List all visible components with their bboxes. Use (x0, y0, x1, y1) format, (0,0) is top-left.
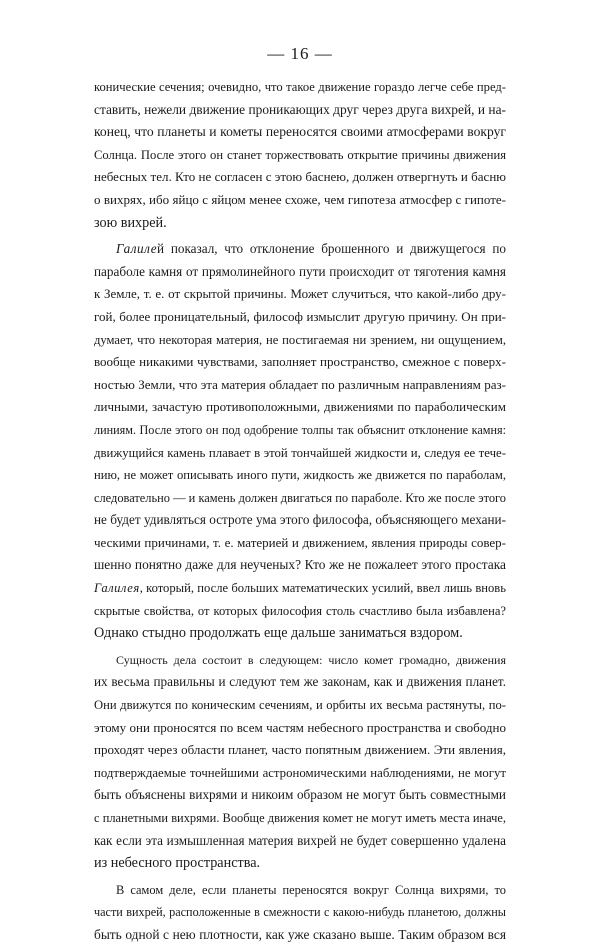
paragraph-2 (94, 238, 506, 645)
text-line: ческими причинами, т. е. материей и движением, явления природы совер- (94, 534, 506, 550)
text-line: Галилея, который, после больших математических усилий, ввел лишь вновь (94, 581, 506, 596)
text-line: линиям. После этого он под одобрение толпы так объяснит отклонение камня: (94, 422, 506, 437)
text-line: нию, не может описывать иного пути, жидкость же движется по параболам, (94, 468, 506, 483)
text-line: о вихрях, ибо яйцо с яйцом менее схоже, чем гипотеза атмосфер с гипоте- (94, 191, 506, 207)
text-line: Сущность дела состоит в следующем: число комет громадно, движения (116, 652, 506, 667)
text-line: конические сечения; очевидно, что такое движение гораздо легче себе пред- (94, 80, 506, 94)
text-line: этому они проносятся по всем частям небесного пространства и свободно (94, 719, 506, 735)
page-body (94, 76, 506, 951)
text-line: ностью Земли, что эта материя обладает по различным направлениям раз- (94, 376, 506, 392)
text-line: из небесного пространства. (94, 855, 261, 872)
paragraph-4 (94, 879, 506, 947)
text-line: к Земле, т. е. от скрытой причины. Может случиться, что какой-либо дру- (94, 286, 506, 302)
text-line: Однако стыдно продолжать еще дальше заниматься вздором. (94, 625, 463, 642)
text-line: Они движутся по коническим сечениям, и орбиты их весьма растянуты, по- (94, 698, 506, 713)
paragraph-1 (94, 76, 506, 234)
text-line: зою вихрей. (94, 214, 167, 231)
page-number: — 16 — (267, 44, 333, 63)
text-line: движущийся камень плавает в этой тончайшей жидкости и, следуя ее тече- (94, 445, 506, 460)
text-line: шенно понятно даже для неученых? Кто же не пожалеет этого простака (94, 557, 506, 573)
text-line: скрытые свойства, от которых философия столь счастливо была избавлена? (94, 603, 506, 618)
text-line: гой, более проницательный, философ измыслит другую причину. Он при- (94, 308, 506, 324)
text-line: части вихрей, расположенные в смежности с какою-нибудь планетою, должны (94, 905, 506, 920)
text-line: их весьма правильны и следуют тем же законам, как и движения планет. (94, 674, 506, 690)
text-line: Солнца. После этого он станет торжествовать открытие причины движения (94, 147, 506, 162)
text-line: вообще никакими чувствами, заполняет пространство, смежное с поверх- (94, 354, 506, 370)
text-line: ставить, нежели движение проникающих друг через друга вихрей, и на- (94, 101, 506, 117)
text-line: думает, что некоторая материя, не постигаемая ни зрением, ни ощущением, (94, 332, 506, 347)
text-line: личными, зачастую противоположными, движениями по параболическим (94, 399, 506, 415)
text-line: подтверждаемые точнейшими астрономическими наблюдениями, не могут (94, 765, 506, 780)
text-line: с планетными вихрями. Вообще движения комет не могут иметь места иначе, (94, 811, 506, 825)
italic-name: Галилея (94, 581, 140, 596)
text-line: конец, что планеты и кометы переносятся своими атмосферами вокруг (94, 124, 506, 140)
text-line: не будет удивляться остроте ума этого философа, объясняющего механи- (94, 512, 506, 528)
text-line: параболе камня от прямолинейного пути происходит от тяготения камня (94, 263, 506, 279)
text-line: В самом деле, если планеты переносятся вокруг Солнца вихрями, то (116, 882, 506, 897)
italic-name: Галиле (116, 241, 158, 257)
text-line: Галилей показал, что отклонение брошенного и движущегося по (116, 241, 506, 257)
text-line: проходят через области планет, часто попятным движением. Эти явления, (94, 742, 506, 758)
text-line: быть объяснены вихрями и никоим образом не могут быть совместными (94, 787, 506, 803)
text-line: следовательно — и камень должен двигаться по параболе. Кто же после этого (94, 490, 506, 505)
text-line: быть одной с нею плотности, как уже сказано выше. Таким образом вся (94, 926, 506, 942)
text-line: как если эта измышленная материя вихрей не будет совершенно удалена (94, 832, 506, 848)
text-line: небесных тел. Кто не согласен с этою баснею, должен отвергнуть и басню (94, 169, 506, 185)
paragraph-3 (94, 649, 506, 875)
